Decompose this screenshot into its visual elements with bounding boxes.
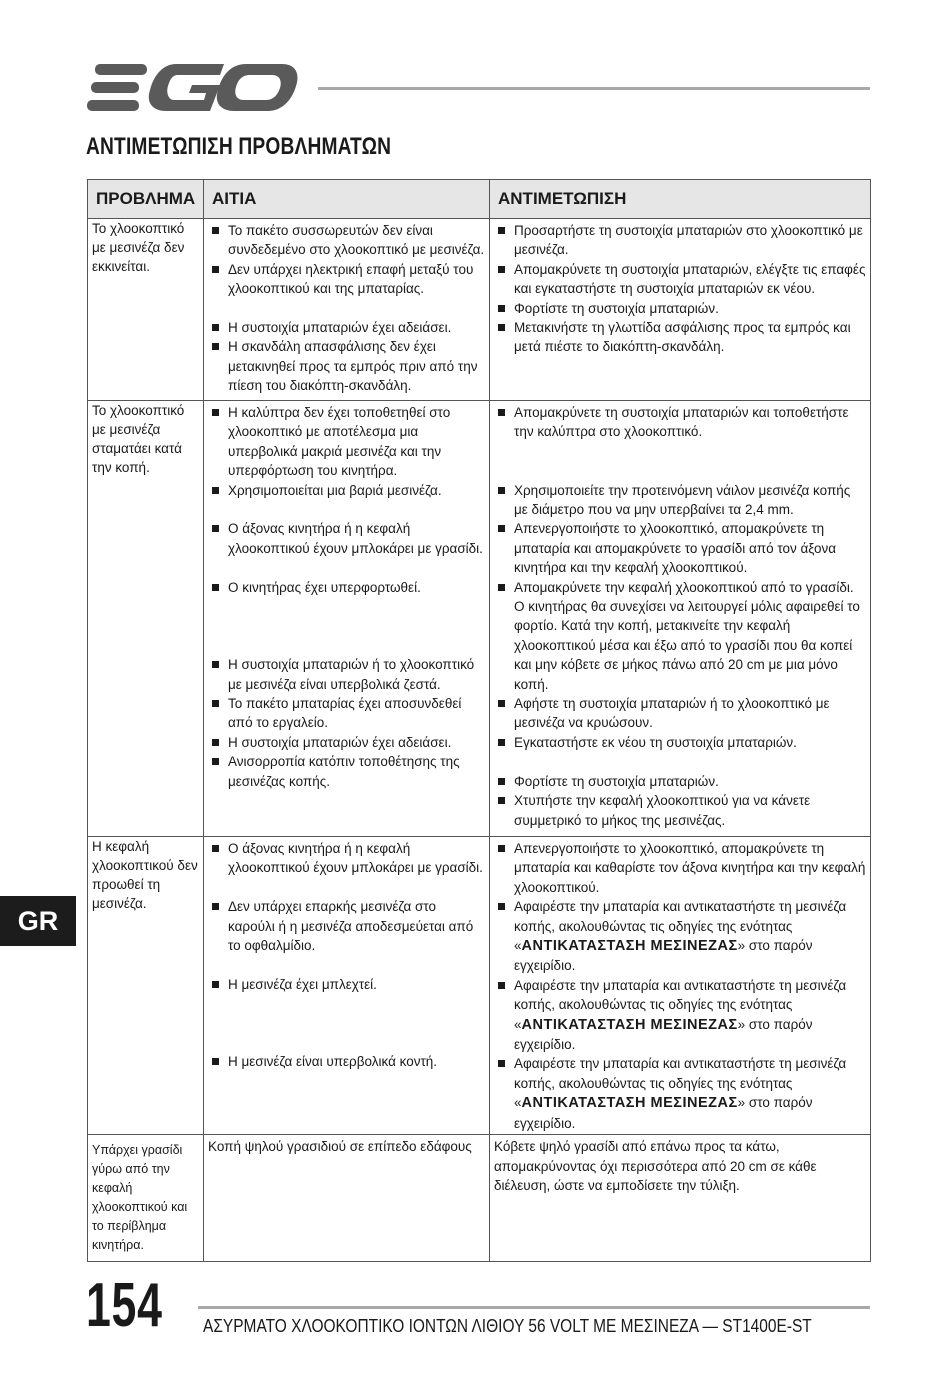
solution-text: Απενεργοποιήστε το χλοοκοπτικό, απομακρύνετε τη μπαταρία και καθαρίστε τον άξονα κινητήρα και την κεφαλή χλοοκοπτικού. (514, 841, 866, 895)
column-header-cause: ΑΙΤΙΑ (204, 180, 490, 219)
solution-item: Εγκαταστήστε εκ νέου τη συστοιχία μπαταριών. (494, 733, 866, 752)
section-reference: ΑΝΤΙΚΑΤΑΣΤΑΣΗ ΜΕΣΙΝΕΖΑΣ (521, 1095, 738, 1112)
cause-item: Δεν υπάρχει επαρκής μεσινέζα στο καρούλι ή η μεσινέζα αποδεσμεύεται από το οφθαλμίδιο. (208, 897, 485, 955)
ego-logo (86, 60, 298, 116)
solution-item (494, 897, 866, 976)
solution-item: Προσαρτήστε τη συστοιχία μπαταριών στο χλοοκοπτικό με μεσινέζα. (494, 221, 866, 260)
solution-text: Αφαιρέστε την μπαταρία και αντικαταστήστε τη μεσινέζα κοπής, ακολουθώντας τις οδηγίες της ενότητας « (514, 1056, 847, 1111)
cause-item: Η καλύπτρα δεν έχει τοποθετηθεί στο χλοοκοπτικό με αποτέλεσμα μια υπερβολικά μακριά μεσινέζα και την υπερφόρτωση του κινητήρα. (208, 403, 485, 481)
problem-cell: Η κεφαλή χλοοκοπτικού δεν προωθεί τη μεσινέζα. (88, 837, 204, 1135)
column-header-problem: ΠΡΟΒΛΗΜΑ (88, 180, 204, 219)
problem-cell: Υπάρχει γρασίδι γύρω από την κεφαλή χλοοκοπτικού και το περίβλημα κινητήρα. (88, 1135, 204, 1262)
cause-item: Χρησιμοποιείται μια βαριά μεσινέζα. (208, 481, 485, 500)
solution-item: Απομακρύνετε τη συστοιχία μπαταριών και τοποθετήστε την καλύπτρα στο χλοοκοπτικό. (494, 403, 866, 442)
solution-item: Αφήστε τη συστοιχία μπαταριών ή το χλοοκοπτικό με μεσινέζα να κρυώσουν. (494, 694, 866, 733)
cause-cell: Κοπή ψηλού γρασιδιού σε επίπεδο εδάφους (204, 1135, 490, 1262)
cause-item: Η συστοιχία μπαταριών έχει αδειάσει. (208, 733, 485, 752)
solution-text: » στο παρόν εγχειρίδιο. (514, 1016, 813, 1053)
cause-cell (204, 837, 490, 1135)
problem-cell: Το χλοοκοπτικό με μεσινέζα δεν εκκινείται. (88, 219, 204, 401)
solution-text: Αφαιρέστε την μπαταρία και αντικαταστήστε τη μεσινέζα κοπής, ακολουθώντας τις οδηγίες της ενότητας « (514, 977, 847, 1032)
solution-text: Αφαιρέστε την μπαταρία και αντικαταστήστε τη μεσινέζα κοπής, ακολουθώντας τις οδηγίες της ενότητας « (514, 899, 847, 954)
solution-item: Απομακρύνετε τη συστοιχία μπαταριών, ελέγξτε τις επαφές και εγκαταστήστε τη συστοιχία μπαταριών εκ νέου. (494, 260, 866, 299)
solution-item: Μετακινήστε τη γλωττίδα ασφάλισης προς τα εμπρός και μετά πιέστε το διακόπτη-σκανδάλη. (494, 318, 866, 357)
solution-cell (490, 837, 871, 1135)
section-reference: ΑΝΤΙΚΑΤΑΣΤΑΣΗ ΜΕΣΙΝΕΖΑΣ (521, 1016, 738, 1033)
cause-item: Ο άξονας κινητήρα ή η κεφαλή χλοοκοπτικού έχουν μπλοκάρει με γρασίδι. (208, 839, 485, 878)
solution-item (494, 1054, 866, 1133)
solution-item (494, 976, 866, 1055)
cause-item: Ανισορροπία κατόπιν τοποθέτησης της μεσινέζας κοπής. (208, 752, 485, 791)
table-row (88, 401, 871, 837)
cause-item: Το πακέτο συσσωρευτών δεν είναι συνδεδεμένο στο χλοοκοπτικό με μεσινέζα. (208, 221, 485, 260)
solution-cell: Κόβετε ψηλό γρασίδι από επάνω προς τα κάτω, απομακρύνοντας όχι περισσότερα από 20 cm σε κάθε διέλευση, ώστε να εμποδίσετε την τύλιξη. (490, 1135, 871, 1262)
footer-rule (198, 1306, 870, 1309)
cause-item: Η μεσινέζα έχει μπλεχτεί. (208, 975, 485, 994)
solution-item: Χρησιμοποιείτε την προτεινόμενη νάιλον μεσινέζα κοπής με διάμετρο που να μην υπερβαίνει τα 2,4 mm. (494, 481, 866, 520)
page-title: ΑΝΤΙΜΕΤΩΠΙΣΗ ΠΡΟΒΛΗΜΑΤΩΝ (86, 133, 392, 160)
footer-title: ΑΣΥΡΜΑΤΟ ΧΛΟΟΚΟΠΤΙΚΟ ΙΟΝΤΩΝ ΛΙΘΙΟΥ 56 VOLT ΜΕ ΜΕΣΙΝΕΖΑ — ST1400E-ST (203, 1316, 812, 1336)
language-tab: GR (0, 896, 76, 946)
cause-cell (204, 401, 490, 837)
solution-item: Απενεργοποιήστε το χλοοκοπτικό, απομακρύνετε τη μπαταρία και απομακρύνετε το γρασίδι από τον άξονα κινητήρα και την κεφαλή χλοοκοπτικού. (494, 519, 866, 577)
problem-cell: Το χλοοκοπτικό με μεσινέζα σταματάει κατά την κοπή. (88, 401, 204, 837)
table-row (88, 1135, 871, 1262)
table-header-row (88, 180, 871, 219)
solution-item (494, 839, 866, 897)
cause-item: Η σκανδάλη απασφάλισης δεν έχει μετακινηθεί προς τα εμπρός πριν από την πίεση του διακόπτη-σκανδάλη. (208, 337, 485, 395)
page-number: 154 (86, 1271, 163, 1340)
table-row (88, 837, 871, 1135)
cause-item: Ο κινητήρας έχει υπερφορτωθεί. (208, 578, 485, 597)
cause-item: Η συστοιχία μπαταριών ή το χλοοκοπτικό με μεσινέζα είναι υπερβολικά ζεστά. (208, 655, 485, 694)
solution-item: Φορτίστε τη συστοιχία μπαταριών. (494, 772, 866, 791)
section-reference: ΑΝΤΙΚΑΤΑΣΤΑΣΗ ΜΕΣΙΝΕΖΑΣ (521, 938, 738, 955)
solution-cell (490, 219, 871, 401)
solution-item: Φορτίστε τη συστοιχία μπαταριών. (494, 299, 866, 318)
cause-item: Ο άξονας κινητήρα ή η κεφαλή χλοοκοπτικού έχουν μπλοκάρει με γρασίδι. (208, 519, 485, 558)
cause-item: Δεν υπάρχει ηλεκτρική επαφή μεταξύ του χλοοκοπτικού και της μπαταρίας. (208, 260, 485, 299)
solution-text: » στο παρόν εγχειρίδιο. (514, 938, 813, 974)
header-rule (318, 87, 870, 90)
cause-cell (204, 219, 490, 401)
table-row (88, 219, 871, 401)
column-header-solution: ΑΝΤΙΜΕΤΩΠΙΣΗ (490, 180, 871, 219)
solution-item: Χτυπήστε την κεφαλή χλοοκοπτικού για να κάνετε συμμετρικό το μήκος της μεσινέζας. (494, 791, 866, 830)
cause-item: Το πακέτο μπαταρίας έχει αποσυνδεθεί από το εργαλείο. (208, 694, 485, 733)
troubleshooting-table (87, 179, 871, 1262)
cause-item: Η συστοιχία μπαταριών έχει αδειάσει. (208, 318, 485, 337)
cause-item: Η μεσινέζα είναι υπερβολικά κοντή. (208, 1052, 485, 1071)
solution-item: Απομακρύνετε την κεφαλή χλοοκοπτικού από το γρασίδι. Ο κινητήρας θα συνεχίσει να λειτουργεί μόλις αφαιρεθεί το φορτίο. Κατά την κοπή, μετακινείτε την κεφαλή χλοοκοπτικού μέσα και έξω από το γρασίδι που θα κοπεί και μην κόβετε σε μήκος πάνω από 20 cm με μια μόνο κοπή. (494, 578, 866, 694)
solution-cell (490, 401, 871, 837)
solution-text: » στο παρόν εγχειρίδιο. (514, 1095, 813, 1131)
